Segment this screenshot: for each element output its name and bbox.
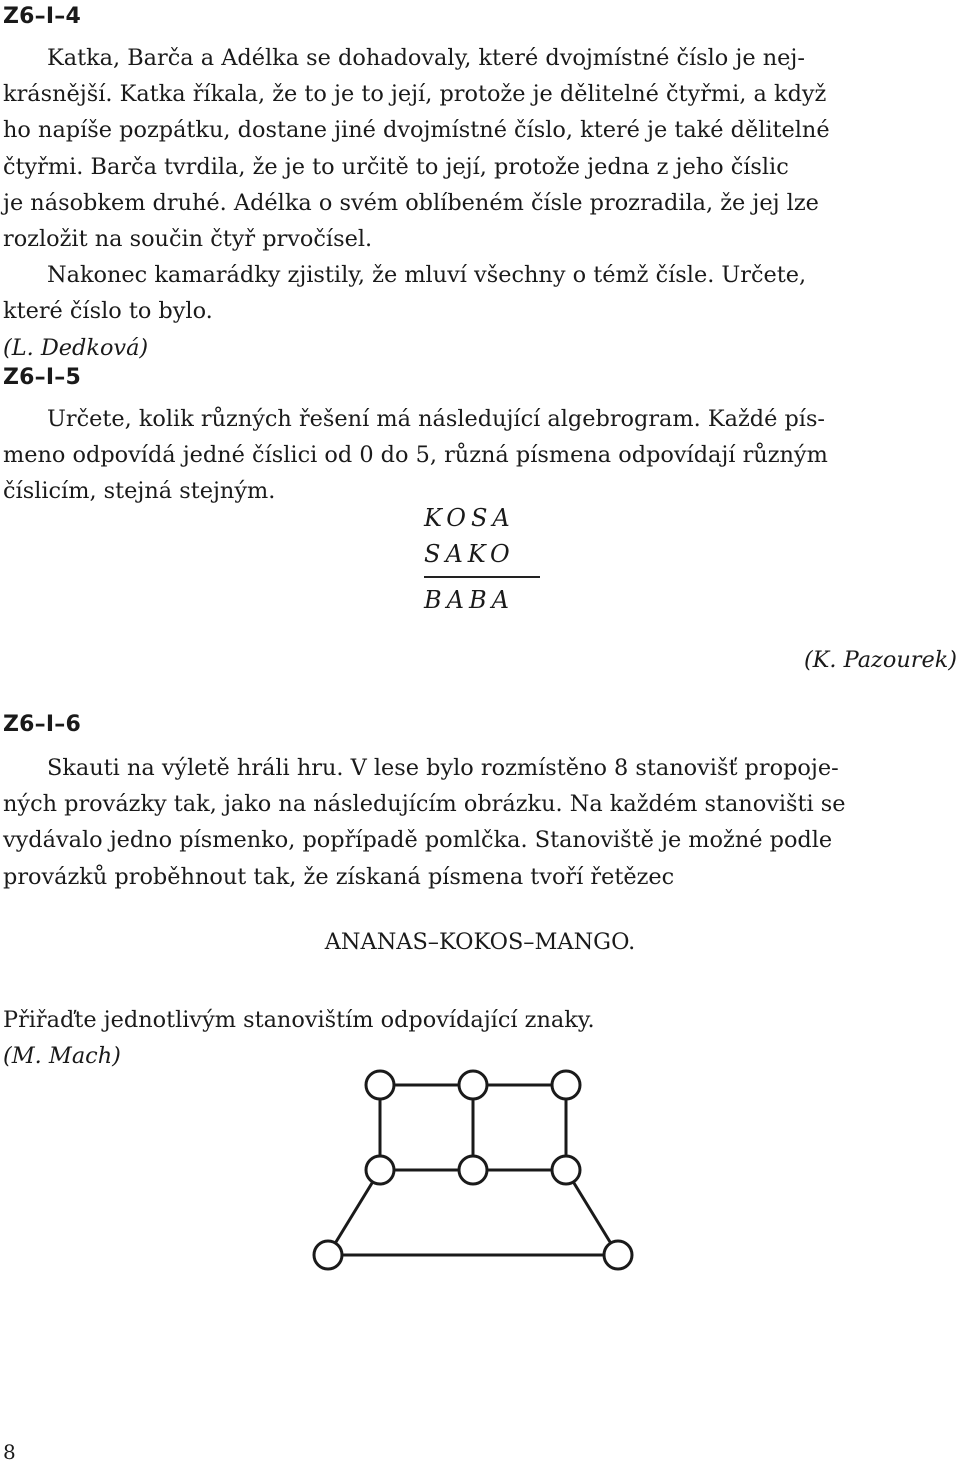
station-node xyxy=(366,1156,394,1184)
problem-4-line: Nakonec kamarádky zjistily, že mluví všechny o témž čísle. Určete, xyxy=(47,262,807,289)
problem-4-line: Katka, Barča a Adélka se dohadovaly, které dvojmístné číslo je nej- xyxy=(47,45,805,71)
problem-4-author: (L. Dedková) xyxy=(3,334,149,361)
problem-4-line: které číslo to bylo. xyxy=(3,298,213,325)
problem-4-line: krásnější. Katka říkala, že to je to její, protože je dělitelné čtyřmi, a když xyxy=(3,81,827,108)
problem-5-line: meno odpovídá jedné číslici od 0 do 5, různá písmena odpovídají různým xyxy=(3,442,828,469)
station-node xyxy=(459,1071,487,1099)
problem-6-line: vydávalo jedno písmenko, popřípadě pomlčka. Stanoviště je možné podle xyxy=(3,827,833,854)
station-node xyxy=(552,1156,580,1184)
problem-4-line: ho napíše pozpátku, dostane jiné dvojmístné číslo, které je také dělitelné xyxy=(3,117,830,144)
problem-4-line: rozložit na součin čtyř prvočísel. xyxy=(3,226,373,253)
algebrogram-result: BABA xyxy=(424,586,514,614)
problem-4-line: čtyřmi. Barča tvrdila, že je to určitě to její, protože jedna z jeho číslic xyxy=(3,153,789,180)
problem-4-line: je násobkem druhé. Adélka o svém oblíbeném čísle prozradila, že jej lze xyxy=(3,189,819,216)
station-node xyxy=(552,1071,580,1099)
problem-4-heading: Z6–I–4 xyxy=(3,4,81,29)
station-node xyxy=(459,1156,487,1184)
station-node xyxy=(314,1241,342,1269)
problem-6-line: provázků proběhnout tak, že získaná písmena tvoří řetězec xyxy=(3,863,675,890)
problem-5-author: (K. Pazourek) xyxy=(803,647,957,673)
problem-5-heading: Z6–I–5 xyxy=(3,365,81,390)
problem-6-line: Skauti na výletě hráli hru. V lese bylo rozmístěno 8 stanovišť propoje- xyxy=(47,755,839,781)
station-node xyxy=(366,1071,394,1099)
target-string: ANANAS–KOKOS–MANGO. xyxy=(324,929,636,955)
problem-6-author: (M. Mach) xyxy=(3,1043,121,1070)
problem-6-final-line: Přiřaďte jednotlivým stanovištím odpovídající znaky. xyxy=(3,1007,595,1033)
station-node xyxy=(604,1241,632,1269)
problem-5-line: Určete, kolik různých řešení má následující algebrogram. Každé pís- xyxy=(47,406,825,432)
page-number: 8 xyxy=(3,1440,16,1464)
problem-5-line: číslicím, stejná stejným. xyxy=(3,478,276,505)
algebrogram-row-2: SAKO xyxy=(424,540,515,568)
problem-6-heading: Z6–I–6 xyxy=(3,712,81,737)
problem-6-line: ných provázky tak, jako na následujícím obrázku. Na každém stanovišti se xyxy=(3,791,846,818)
algebrogram-row-1: KOSA xyxy=(424,504,515,532)
